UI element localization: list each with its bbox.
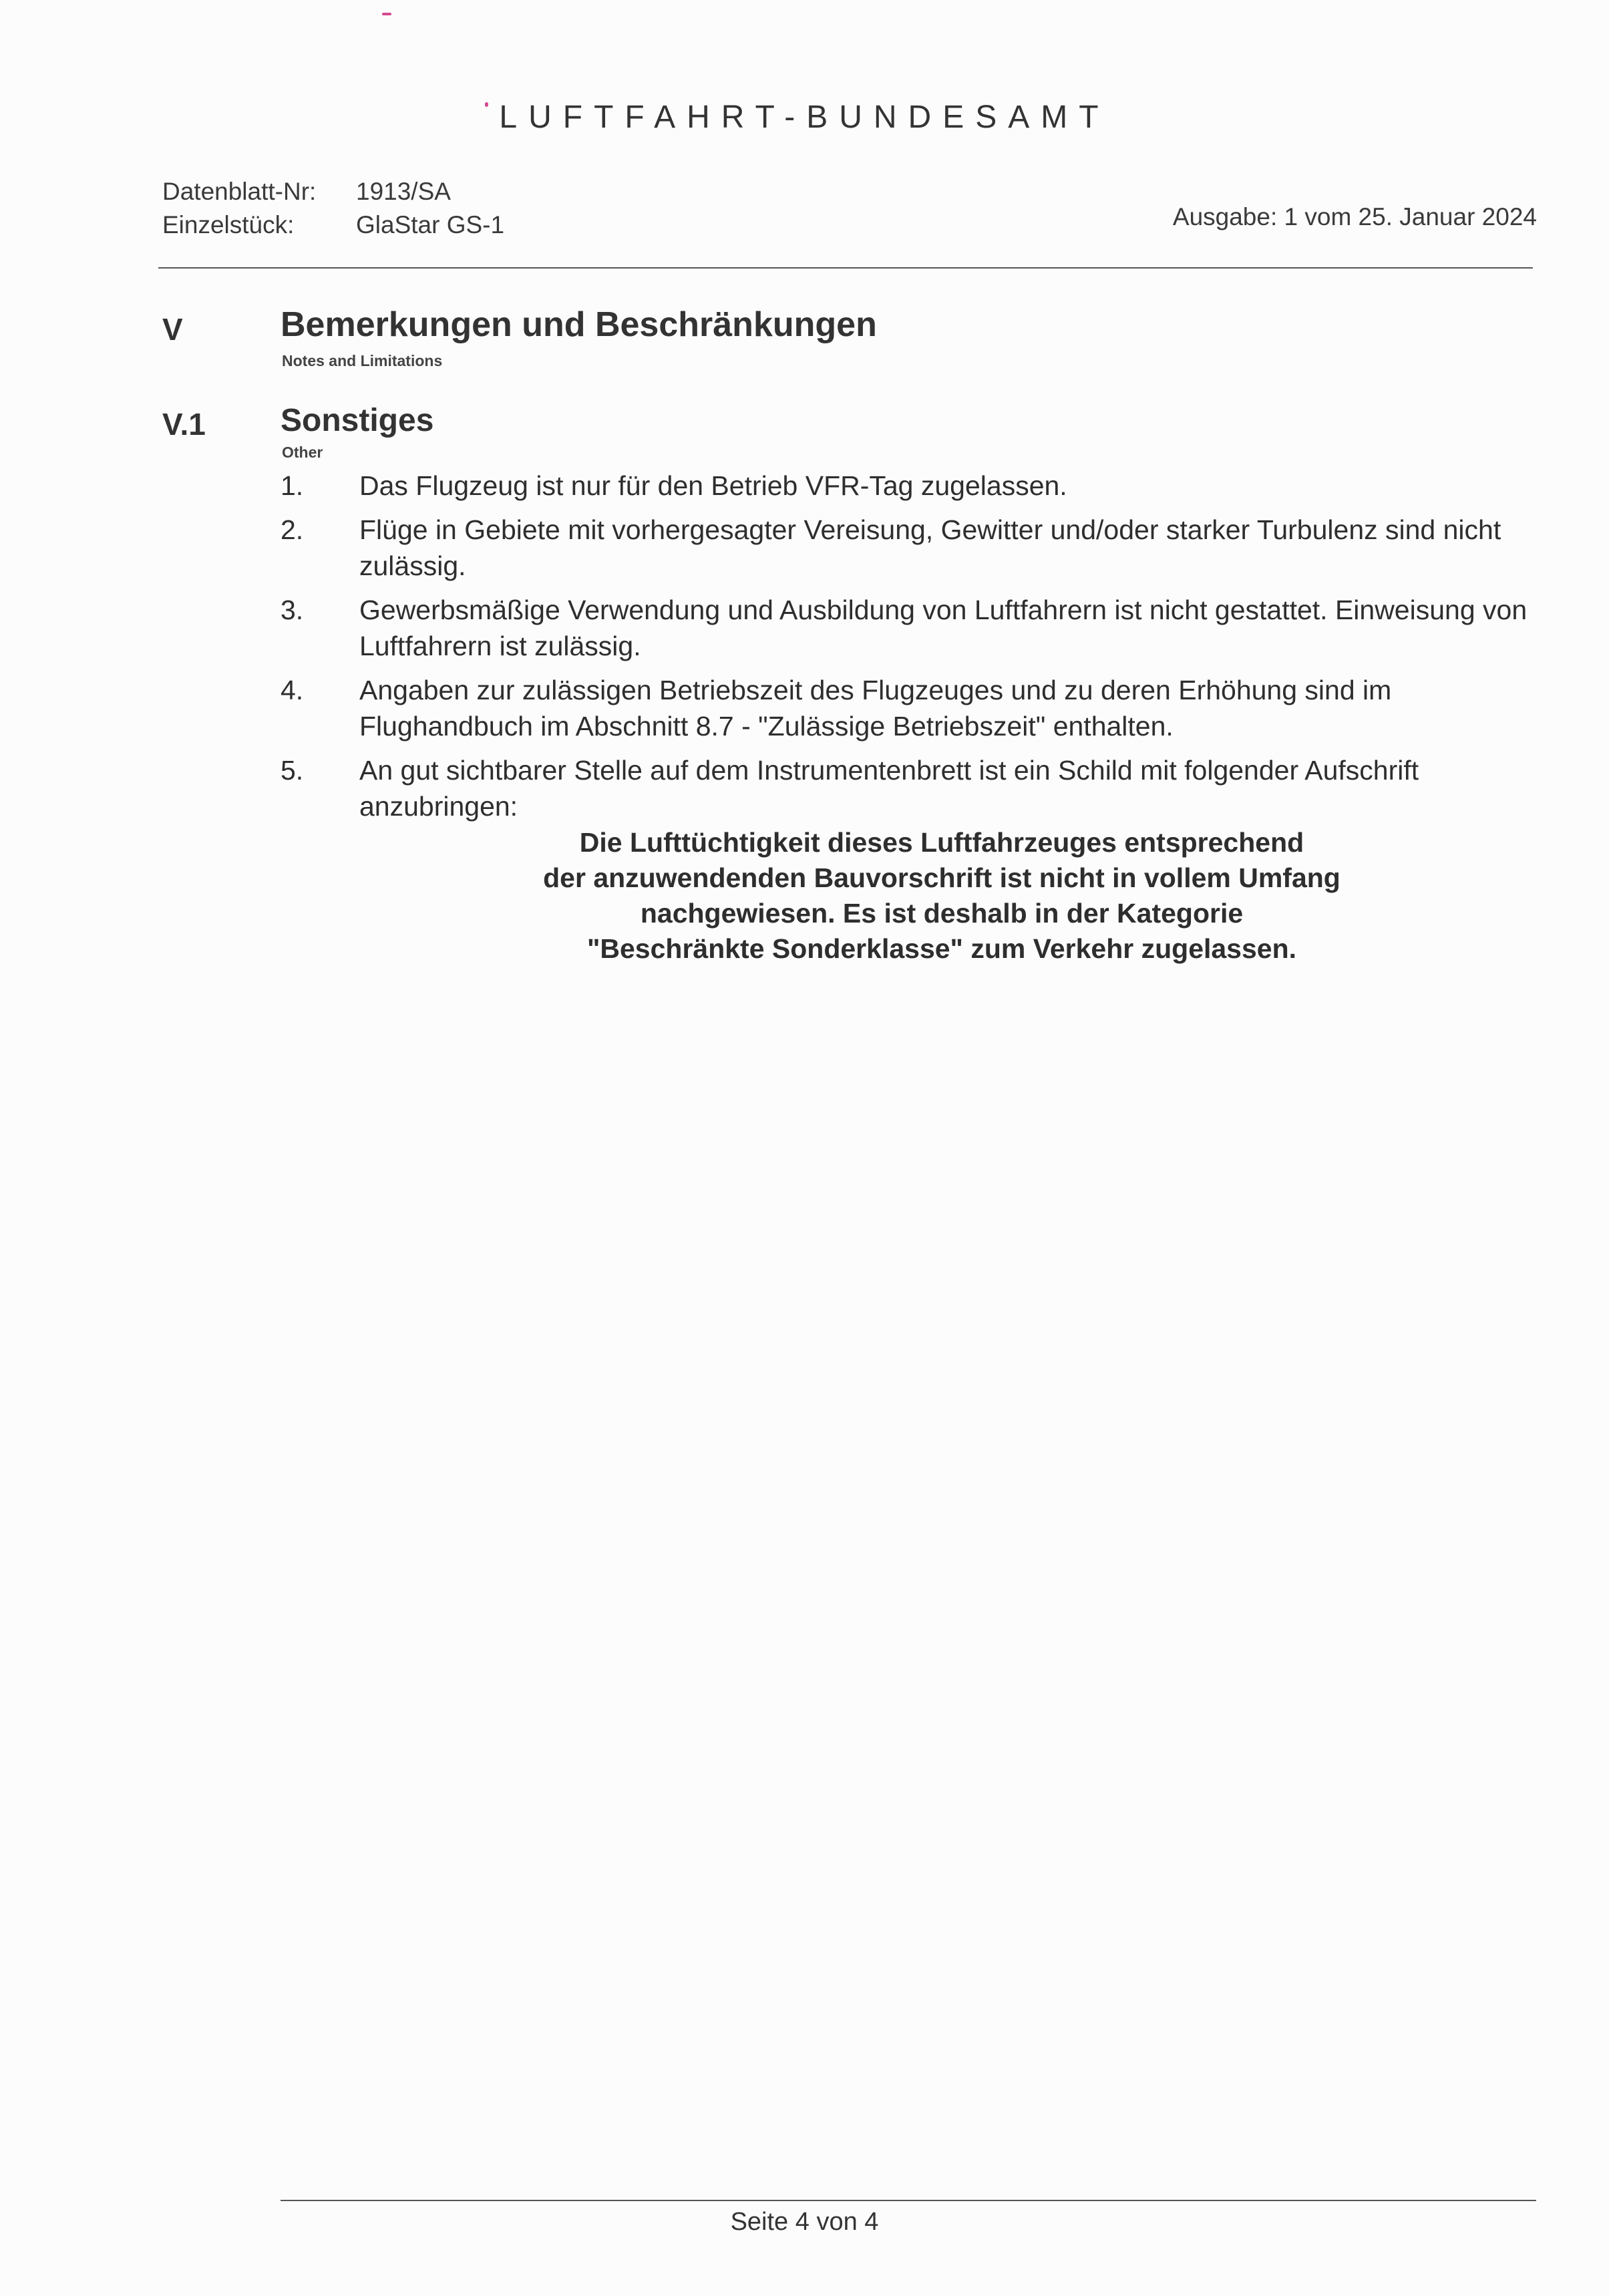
list-item-text: An gut sichtbarer Stelle auf dem Instrumentenbrett ist ein Schild mit folgender Aufschrift anzubringen: — [359, 755, 1419, 822]
pen-mark — [382, 13, 391, 15]
limitations-list — [281, 468, 1536, 832]
section-number: V — [162, 312, 183, 347]
list-item-text: Flüge in Gebiete mit vorhergesagter Vereisung, Gewitter und/oder starker Turbulenz sind nicht zulässig. — [359, 514, 1501, 581]
datasheet-label: Datenblatt-Nr: — [162, 178, 317, 205]
list-item-number: 2. — [281, 514, 304, 545]
placard-line: der anzuwendenden Bauvorschrift ist nicht in vollem Umfang — [543, 862, 1340, 893]
list-item-number: 4. — [281, 675, 304, 705]
list-item-number: 5. — [281, 755, 304, 786]
page-number: Seite 4 von 4 — [730, 2208, 879, 2236]
placard-line: "Beschränkte Sonderklasse" zum Verkehr zugelassen. — [586, 933, 1297, 964]
subsection-title: Sonstiges — [281, 403, 434, 438]
list-item-number: 3. — [281, 595, 304, 625]
placard-line: nachgewiesen. Es ist deshalb in der Kategorie — [640, 898, 1244, 929]
datasheet-meta — [162, 175, 504, 242]
issue-date: Ausgabe: 1 vom 25. Januar 2024 — [1172, 203, 1537, 230]
subsection-subtitle: Other — [282, 444, 323, 461]
footer-divider — [281, 2200, 1536, 2201]
section-title: Bemerkungen und Beschränkungen — [281, 305, 877, 344]
list-item — [281, 512, 1536, 584]
list-item-number: 1. — [281, 470, 304, 501]
item-label: Einzelstück: — [162, 211, 295, 238]
subsection-number: V.1 — [162, 407, 206, 442]
agency-name: LUFTFAHRT-BUNDESAMT — [499, 100, 1110, 135]
list-item-text: Das Flugzeug ist nur für den Betrieb VFR-Tag zugelassen. — [359, 470, 1067, 501]
section-subtitle: Notes and Limitations — [282, 352, 443, 369]
list-item — [281, 752, 1536, 824]
placard-line: Die Lufttüchtigkeit dieses Luftfahrzeuges entsprechend — [579, 827, 1304, 858]
list-item — [281, 672, 1536, 744]
list-item-text: Gewerbsmäßige Verwendung und Ausbildung von Luftfahrern ist nicht gestattet. Einweisung von Luftfahrern ist zulässig. — [359, 595, 1528, 661]
list-item — [281, 468, 1536, 504]
list-item — [281, 592, 1536, 664]
item-value: GlaStar GS-1 — [356, 211, 505, 238]
header-divider — [158, 267, 1533, 269]
list-item-text: Angaben zur zulässigen Betriebszeit des Flugzeuges und zu deren Erhöhung sind im Flughandbuch im Abschnitt 8.7 - "Zulässige Betriebszeit" enthalten. — [359, 675, 1392, 742]
datasheet-number: 1913/SA — [356, 178, 451, 205]
placard-text — [387, 825, 1496, 967]
pen-mark — [485, 102, 488, 107]
datasheet-row — [162, 175, 504, 208]
item-row — [162, 208, 504, 242]
